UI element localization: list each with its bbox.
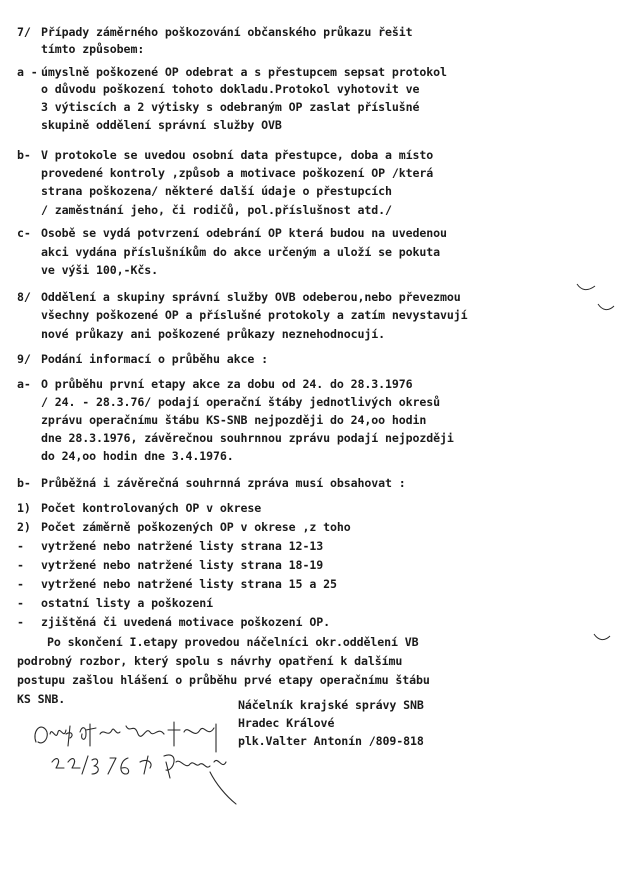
section-8-line-2: všechny poškozené OP a příslušné protokoly a zatím nevystavují — [41, 308, 468, 322]
closing-line-4: KS SNB. — [17, 692, 66, 706]
section-8-line-3: nové průkazy ani poškozené průkazy neznehodnocují. — [41, 327, 386, 341]
section-8-number: 8/ — [17, 290, 31, 304]
item-c-line-1: Osobě se vydá potvrzení odebrání OP která budou na uvedenou — [41, 226, 447, 240]
item-9a-line-5: do 24,oo hodin dne 3.4.1976. — [41, 449, 234, 463]
closing-line-3: postupu zašlou hlášení o průběhu prvé etapy operačnímu štábu — [17, 673, 430, 687]
section-8-line-1: Oddělení a skupiny správní služby OVB odeberou,nebo převezmou — [41, 290, 461, 304]
item-a-line-4: skupině oddělení správní služby OVB — [41, 118, 282, 132]
section-9-number: 9/ — [17, 352, 31, 366]
closing-line-2: podrobný rozbor, který spolu s návrhy opatření k dalšímu — [17, 654, 403, 668]
item-a-line-1: úmyslně poškozené OP odebrat a s přestupcem sepsat protokol — [41, 65, 447, 79]
list-item-2: Počet záměrně poškozených OP v okrese ,z toho — [41, 520, 351, 534]
item-b-marker: b- — [17, 148, 31, 162]
item-9a-line-1: O průběhu první etapy akce za dobu od 24. do 28.3.1976 — [41, 377, 413, 391]
signature-title: Náčelník krajské správy SNB — [238, 698, 424, 712]
list-marker-5: - — [17, 577, 24, 591]
item-c-line-3: ve výši 100,-Kčs. — [41, 263, 158, 277]
section-9-heading: Podání informací o průběhu akce : — [41, 352, 269, 366]
list-marker-4: - — [17, 558, 24, 572]
list-item-1: Počet kontrolovaných OP v okrese — [41, 501, 262, 515]
signature-name: plk.Valter Antonín /809-818 — [238, 734, 424, 748]
list-marker-6: - — [17, 596, 24, 610]
item-b-line-2: provedené kontroly ,způsob a motivace poškození OP /která — [41, 166, 434, 180]
margin-check-mark-3 — [592, 630, 612, 644]
item-c-marker: c- — [17, 226, 31, 240]
list-marker-2: 2) — [17, 520, 31, 534]
list-marker-3: - — [17, 539, 24, 553]
section-7-line-1: Případy záměrného poškozování občanského průkazu řešit — [41, 25, 413, 39]
section-7-number: 7/ — [17, 25, 31, 39]
list-item-5: vytržené nebo natržené listy strana 15 a 25 — [41, 577, 337, 591]
item-b-line-3: strana poškozena/ některé další údaje o přestupcích — [41, 184, 392, 198]
item-a-marker: a - — [17, 65, 38, 79]
section-7-line-2: tímto způsobem: — [41, 42, 145, 56]
item-9a-line-3: zprávu operačnímu štábu KS-SNB nejpozději do 24,oo hodin — [41, 413, 427, 427]
item-b-line-4: / zaměstnání jeho, či rodičů, pol.příslušnost atd./ — [41, 203, 392, 217]
item-9b-text: Průběžná i závěrečná souhrnná zpráva musí obsahovat : — [41, 476, 406, 490]
list-item-4: vytržené nebo natržené listy strana 18-19 — [41, 558, 324, 572]
signature-location: Hradec Králové — [238, 716, 335, 730]
list-item-3: vytržené nebo natržené listy strana 12-13 — [41, 539, 324, 553]
list-marker-7: - — [17, 615, 24, 629]
item-9a-line-4: dne 28.3.1976, závěrečnou souhrnnou zprávu podají nejpozději — [41, 431, 454, 445]
list-marker-1: 1) — [17, 501, 31, 515]
item-c-line-2: akci vydána příslušníkům do akce určeným a uloží se pokuta — [41, 245, 441, 259]
item-b-line-1: V protokole se uvedou osobní data přestupce, doba a místo — [41, 148, 434, 162]
item-a-line-3: 3 výtiscích a 2 výtisky s odebraným OP zaslat příslušné — [41, 100, 420, 114]
list-item-6: ostatní listy a poškození — [41, 596, 214, 610]
margin-check-mark — [575, 280, 597, 294]
item-9a-marker: a- — [17, 377, 31, 391]
item-a-line-2: o důvodu poškození tohoto dokladu.Protokol vyhotovit ve — [41, 82, 420, 96]
item-9b-marker: b- — [17, 476, 31, 490]
list-item-7: zjištěná či uvedená motivace poškození OP. — [41, 615, 330, 629]
margin-check-mark-2 — [596, 300, 616, 314]
closing-line-1: Po skončení I.etapy provedou náčelníci okr.oddělení VB — [47, 635, 419, 649]
handwritten-note — [30, 712, 250, 812]
item-9a-line-2: / 24. - 28.3.76/ podají operační štáby jednotlivých okresů — [41, 395, 441, 409]
